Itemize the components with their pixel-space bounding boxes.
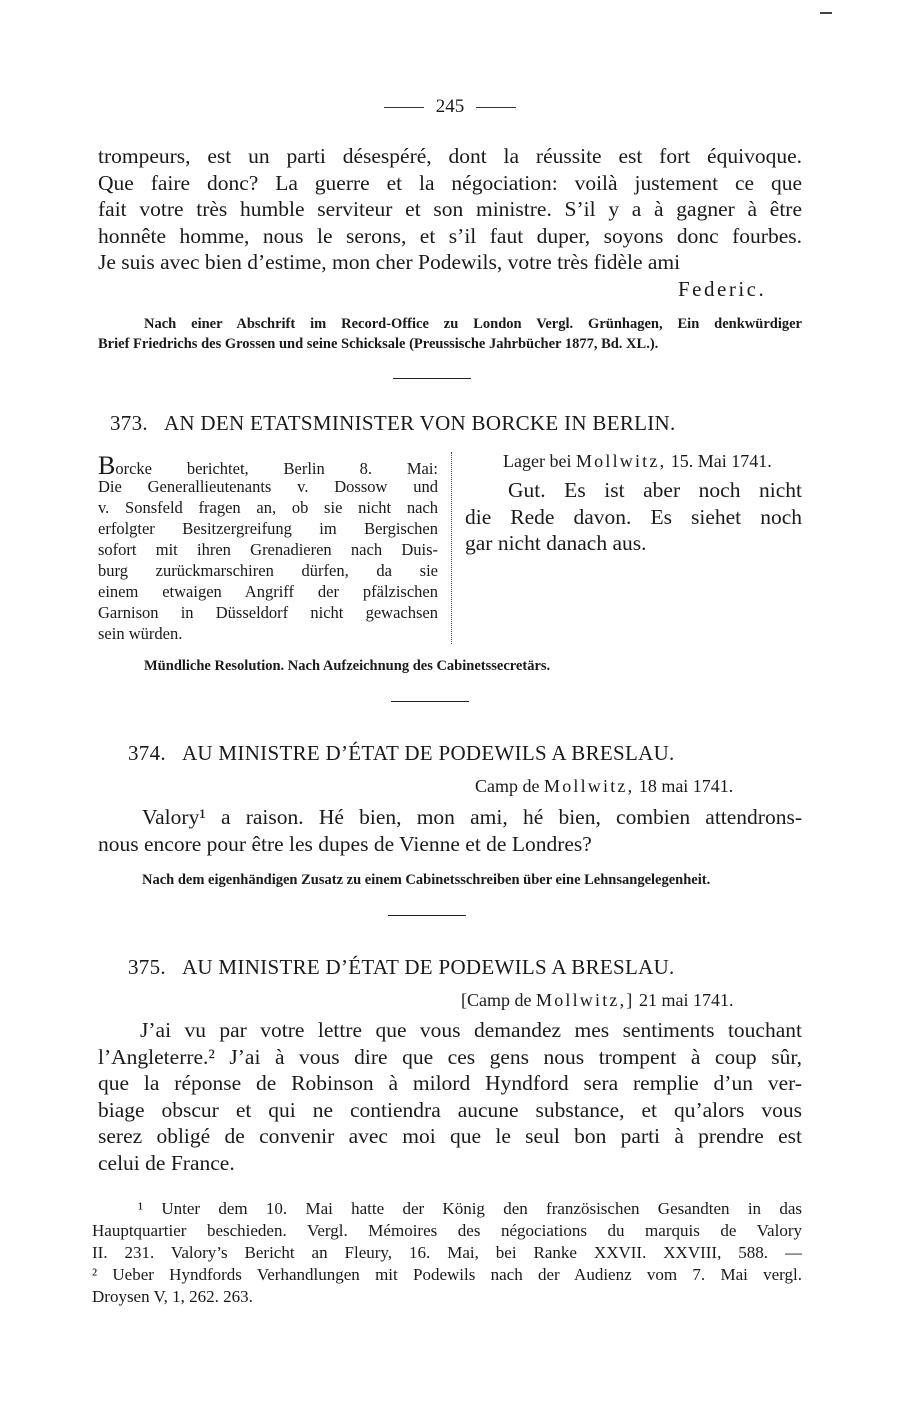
section-divider (388, 915, 466, 916)
footnote-line: Hauptquartier beschieden. Vergl. Mémoires des négociations du marquis de Valory (92, 1221, 802, 1240)
letter-title: AU MINISTRE D’ÉTAT DE PODEWILS A BRESLAU. (181, 955, 675, 979)
letter-title: AU MINISTRE D’ÉTAT DE PODEWILS A BRESLAU. (181, 741, 675, 765)
scan-mark (820, 12, 832, 14)
letter-number: 373. (110, 411, 148, 435)
date-prefix: Camp de (475, 776, 540, 796)
letter-374-body (98, 804, 802, 857)
summary-line: Garnison in Düsseldorf nicht gewachsen (98, 603, 438, 622)
letter-375-heading (128, 955, 675, 980)
letter-374-dateline (475, 776, 733, 797)
date-rest: 18 mai 1741. (638, 776, 734, 796)
footnotes (92, 1198, 802, 1308)
opening-letter-body (98, 143, 802, 276)
body-line: Valory¹ a raison. Hé bien, mon ami, hé bien, combien attendrons- (142, 805, 802, 829)
body-line: fait votre très humble serviteur et son ministre. S’il y a à gagner à être (98, 197, 802, 221)
date-place: Mollwitz,] (535, 990, 635, 1010)
letter-373-source-note: Mündliche Resolution. Nach Aufzeichnung des Cabinetssecretärs. (144, 658, 551, 674)
page-number-dash-right (476, 107, 516, 108)
footnote-line: ² Ueber Hyndfords Verhandlungen mit Podewils nach der Audienz vom 7. Mai vergl. (92, 1265, 802, 1284)
summary-line: Die Generallieutenants v. Dossow und (98, 477, 438, 496)
summary-line: burg zurückmarschiren dürfen, da sie (98, 561, 438, 580)
letter-373-dateline (503, 451, 772, 472)
letter-number: 374. (128, 741, 166, 765)
letter-number: 375. (128, 955, 166, 979)
body-line: biage obscur et qui ne contiendra aucune substance, et qu’alors vous (98, 1097, 802, 1122)
letter-373-reply (465, 477, 802, 557)
date-place: Mollwitz, (544, 776, 635, 796)
letter-373-summary (98, 451, 438, 644)
source-note-line: Brief Friedrichs des Grossen und seine Schicksale (Preussische Jahrbücher 1877, Bd. XL.). (98, 336, 659, 352)
date-prefix: [Camp de (461, 990, 532, 1010)
page-number-dash-left (384, 107, 424, 108)
body-line: J’ai vu par votre lettre que vous demandez mes sentiments touchant (140, 1018, 802, 1042)
letter-title: AN DEN ETATSMINISTER VON BORCKE IN BERLIN. (163, 411, 676, 435)
column-separator (451, 452, 452, 644)
letter-373-heading (110, 411, 676, 436)
body-line: Que faire donc? La guerre et la négociation: voilà justement ce que (98, 170, 802, 195)
summary-dropcap: B (98, 451, 116, 480)
summary-line: v. Sonsfeld fragen an, ob sie nicht nach (98, 498, 438, 517)
date-rest: 21 mai 1741. (638, 990, 734, 1010)
body-line: trompeurs, est un parti désespéré, dont la réussite est fort équivoque. (98, 144, 802, 168)
summary-line: sofort mit ihren Grenadieren nach Duis- (98, 540, 438, 559)
date-rest: 15. Mai 1741. (670, 451, 772, 471)
summary-first-text: orcke berichtet, Berlin 8. Mai: (115, 459, 438, 478)
body-line: nous encore pour être les dupes de Vienne et de Londres? (98, 831, 592, 856)
body-line: celui de France. (98, 1150, 235, 1175)
section-divider (391, 701, 469, 702)
letter-375-dateline (461, 990, 733, 1011)
letter-374-source-note: Nach dem eigenhändigen Zusatz zu einem Cabinetsschreiben über eine Lehnsangelegenheit. (142, 872, 711, 888)
body-line: Je suis avec bien d’estime, mon cher Podewils, votre très fidèle ami (98, 250, 681, 274)
source-note-line: Nach einer Abschrift im Record-Office zu London Vergl. Grünhagen, Ein denkwürdiger (144, 316, 802, 332)
reply-line: Gut. Es ist aber noch nicht (508, 478, 802, 502)
body-line: que la réponse de Robinson à milord Hyndford sera remplie d’un ver- (98, 1071, 802, 1095)
footnote-line: II. 231. Valory’s Bericht an Fleury, 16. Mai, bei Ranke XXVII. XXVIII, 588. — (92, 1243, 802, 1262)
summary-line: einem etwaigen Angriff der pfälzischen (98, 582, 438, 601)
summary-line (98, 451, 438, 480)
page-number-value: 245 (435, 96, 465, 117)
signature: Federic. (678, 277, 767, 301)
date-place: Mollwitz, (575, 451, 667, 471)
summary-line: erfolgter Besitzergreifung im Bergischen (98, 519, 438, 538)
opening-source-note (98, 314, 802, 354)
summary-line: sein würden. (98, 624, 183, 643)
body-line: serez obligé de convenir avec moi que le seul bon parti à prendre est (98, 1124, 802, 1148)
date-prefix: Lager bei (503, 451, 572, 471)
page-number (0, 96, 900, 118)
reply-line: gar nicht danach aus. (465, 531, 647, 555)
footnote-line: Droysen V, 1, 262. 263. (92, 1287, 253, 1306)
section-divider (393, 378, 471, 379)
letter-374-heading (128, 741, 675, 766)
body-line: honnête homme, nous le serons, et s’il faut duper, soyons donc fourbes. (98, 223, 802, 248)
reply-line: die Rede davon. Es siehet noch (465, 504, 802, 529)
footnote-line: ¹ Unter dem 10. Mai hatte der König den französischen Gesandten in das (138, 1199, 802, 1218)
letter-375-body (92, 1017, 802, 1176)
body-line: l’Angleterre.² J’ai à vous dire que ces gens nous trompent à coup sûr, (98, 1044, 802, 1069)
